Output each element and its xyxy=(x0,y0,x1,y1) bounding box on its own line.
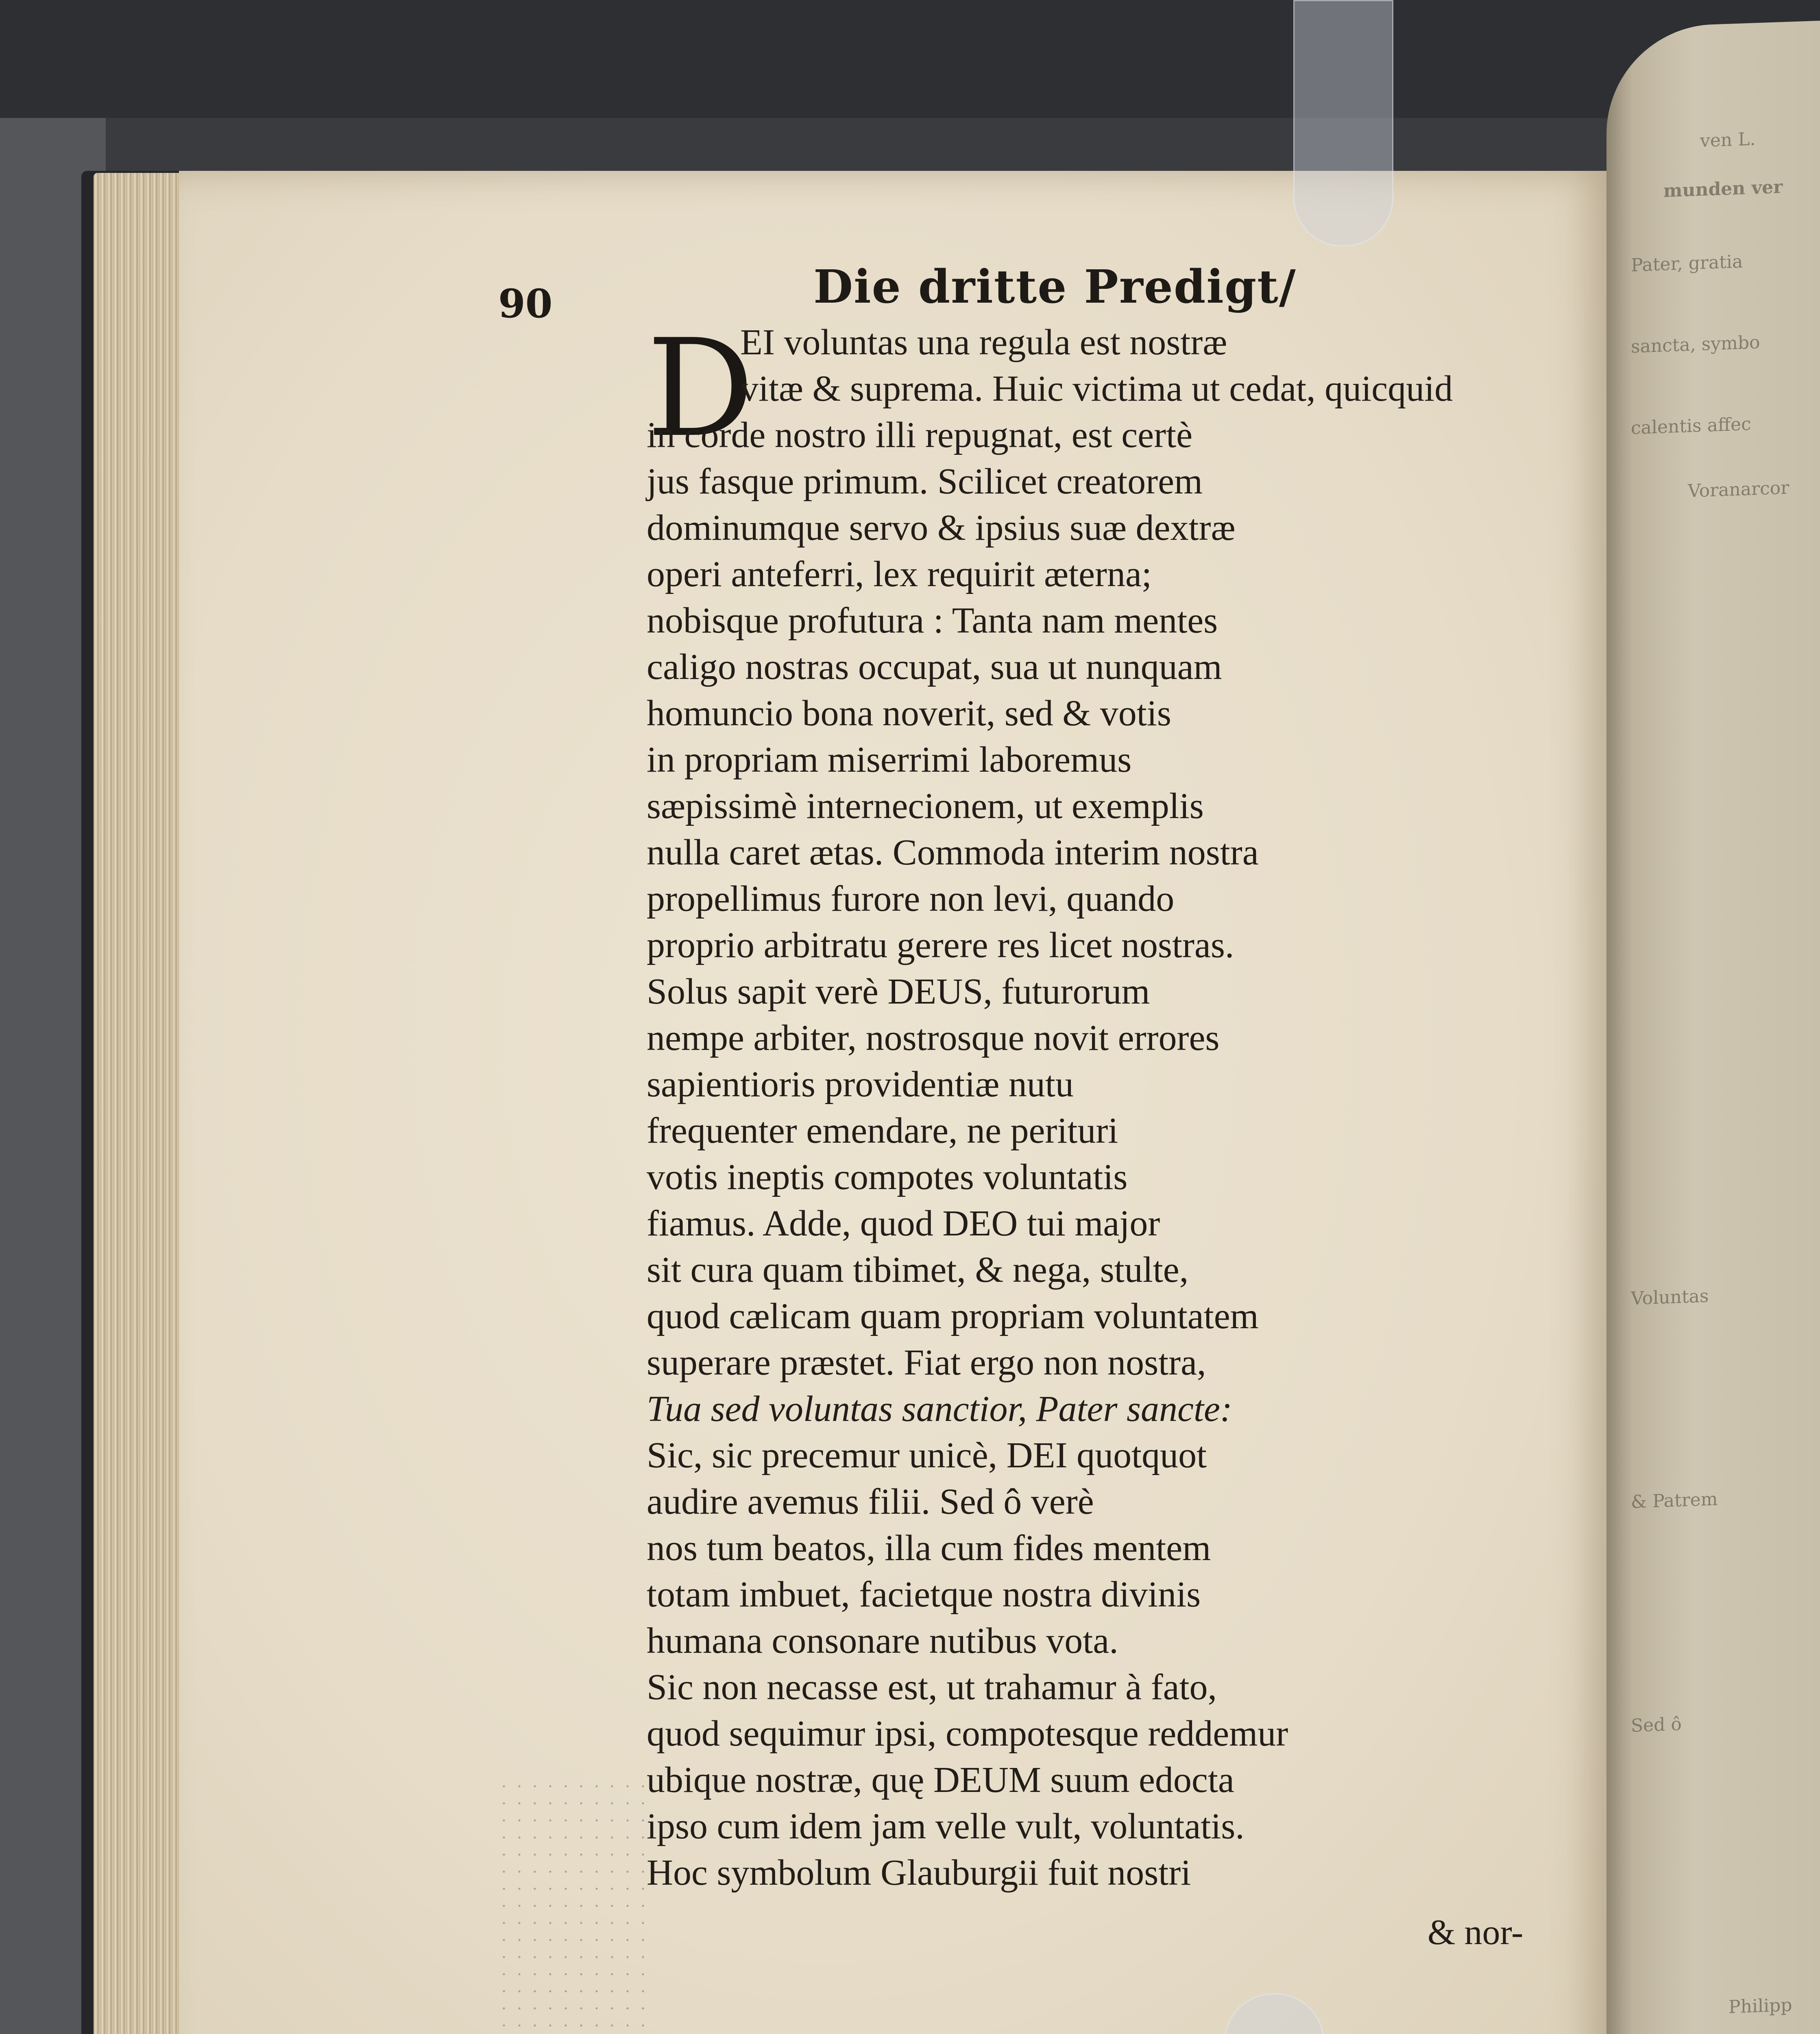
text-line: vitæ & suprema. Huic victima ut cedat, quicquid xyxy=(740,369,1453,409)
text-line: nempe arbiter, nostrosque novit errores xyxy=(647,1018,1220,1058)
page-clip-top xyxy=(1293,0,1393,247)
text-line: quod sequimur ipsi, compotesque reddemur xyxy=(647,1713,1288,1754)
text-line: Tua sed voluntas sanctior, Pater sancte: xyxy=(647,1389,1232,1429)
text-line: caligo nostras occupat, sua ut nunquam xyxy=(647,647,1222,687)
text-line: operi anteferri, lex requirit æterna; xyxy=(647,554,1152,594)
text-line: Sic, sic precemur unicè, DEI quotquot xyxy=(647,1435,1207,1475)
right-page-text: Voluntas xyxy=(1631,1285,1709,1309)
text-line: proprio arbitratu gerere res licet nostras. xyxy=(647,925,1234,965)
right-page-curl xyxy=(1606,21,1820,2034)
right-page-text: ven L. xyxy=(1700,129,1756,152)
right-page-text: sancta, symbo xyxy=(1631,332,1760,358)
right-page-text: munden ver xyxy=(1663,177,1783,202)
text-line: homuncio bona noverit, sed & votis xyxy=(647,693,1171,733)
text-line: sit cura quam tibimet, & nega, stulte, xyxy=(647,1250,1189,1290)
catchword: & nor- xyxy=(1428,1913,1524,1952)
right-page-text: Sed ô xyxy=(1631,1713,1682,1737)
text-line: audire avemus filii. Sed ô verè xyxy=(647,1482,1094,1522)
text-line: Solus sapit verè DEUS, futurorum xyxy=(647,971,1150,1012)
text-line: fiamus. Adde, quod DEO tui major xyxy=(647,1203,1160,1244)
right-page-text: Voranarcor xyxy=(1688,477,1789,502)
text-line: Sic non necasse est, ut trahamur à fato, xyxy=(647,1667,1217,1707)
text-line: sapientioris providentiæ nutu xyxy=(647,1064,1074,1104)
page-number: 90 xyxy=(498,281,553,327)
backdrop xyxy=(0,0,1820,118)
right-page-text: Philipp xyxy=(1728,1995,1792,2018)
right-page-text: calentis affec xyxy=(1631,413,1751,439)
page-stain xyxy=(496,1778,651,2034)
text-line: EI voluntas una regula est nostræ xyxy=(740,322,1227,362)
text-line: sæpissimè internecionem, ut exemplis xyxy=(647,786,1204,826)
right-page-text: Pater, gratia xyxy=(1631,251,1743,276)
text-line: nulla caret ætas. Commoda interim nostra xyxy=(647,832,1259,873)
right-page-text: & Patrem xyxy=(1631,1488,1718,1513)
text-line: quod cælicam quam propriam voluntatem xyxy=(647,1296,1259,1336)
text-line: totam imbuet, facietque nostra divinis xyxy=(647,1574,1201,1615)
body-text xyxy=(647,310,1453,1896)
text-line: ipso cum idem jam velle vult, voluntatis. xyxy=(647,1806,1245,1846)
text-line: nos tum beatos, illa cum fides mentem xyxy=(647,1528,1211,1568)
text-line: votis ineptis compotes voluntatis xyxy=(647,1157,1128,1197)
text-line: nobisque profutura : Tanta nam mentes xyxy=(647,600,1218,641)
drop-cap: D xyxy=(647,310,754,467)
page-edges xyxy=(94,173,187,2034)
text-line: Hoc symbolum Glauburgii fuit nostri xyxy=(647,1853,1191,1893)
text-line: propellimus furore non levi, quando xyxy=(647,879,1175,919)
text-line: ubique nostræ, quę DEUM suum edocta xyxy=(647,1760,1234,1800)
text-line: dominumque servo & ipsius suæ dextræ xyxy=(647,508,1236,548)
running-head: Die dritte Predigt/ xyxy=(813,260,1297,314)
text-line: jus fasque primum. Scilicet creatorem xyxy=(647,461,1203,502)
text-line: superare præstet. Fiat ergo non nostra, xyxy=(647,1342,1206,1383)
text-line: in corde nostro illi repugnat, est certè xyxy=(647,415,1193,455)
text-line: in propriam miserrimi laboremus xyxy=(647,740,1132,780)
text-line: humana consonare nutibus vota. xyxy=(647,1621,1118,1661)
text-line: frequenter emendare, ne perituri xyxy=(647,1111,1118,1151)
